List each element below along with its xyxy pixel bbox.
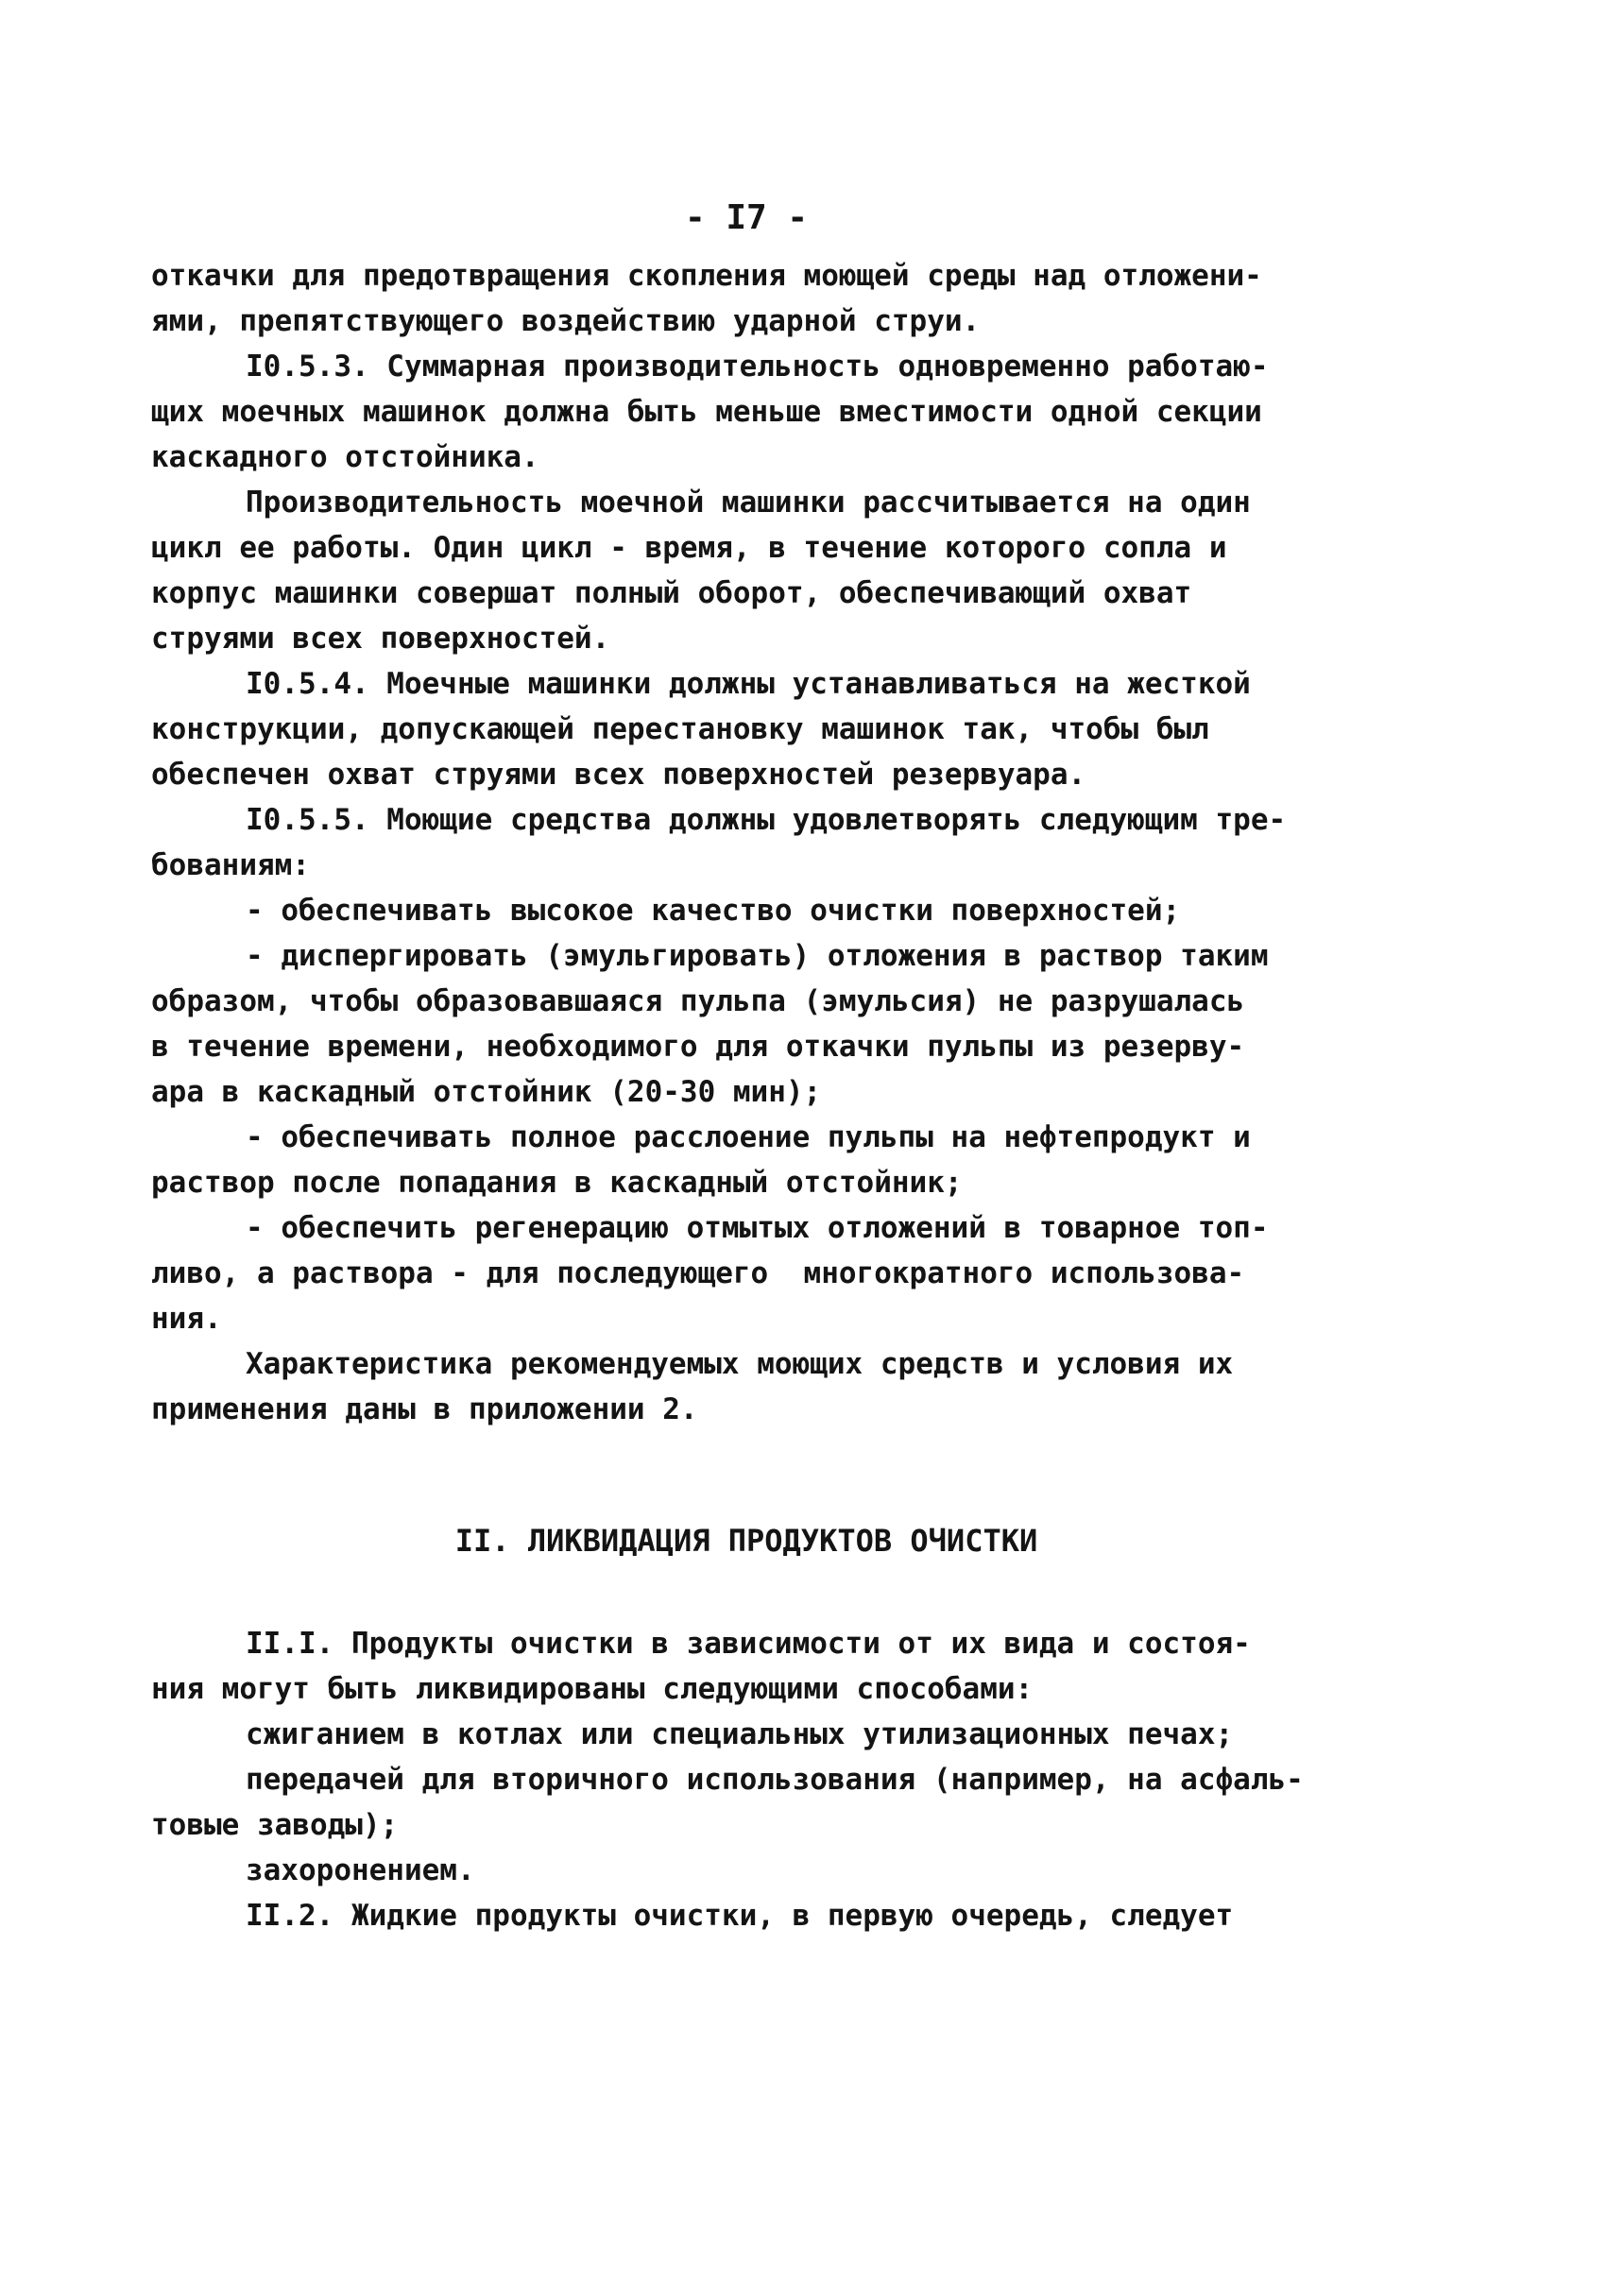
text-block-section-10 xyxy=(151,253,1342,1432)
section-heading: II. ЛИКВИДАЦИЯ ПРОДУКТОВ ОЧИСТКИ xyxy=(454,1523,1038,1559)
page-number: - I7 - xyxy=(684,198,809,237)
text-line: ями, препятствующего воздействию ударной струи. xyxy=(151,304,981,338)
text-line: ливо, а раствора - для последующего многократного использова- xyxy=(151,1256,1245,1290)
text-line: корпус машинки совершат полный оборот, обеспечивающий охват xyxy=(151,576,1192,610)
text-line: ния могут быть ликвидированы следующими способами: xyxy=(151,1672,1034,1706)
text-line: Характеристика рекомендуемых моющих средств и условия их xyxy=(246,1347,1234,1381)
text-line: сжиганием в котлах или специальных утилизационных печах; xyxy=(246,1717,1234,1751)
text-line: каскадного отстойника. xyxy=(151,440,539,474)
text-line: захоронением. xyxy=(246,1853,475,1887)
text-line: - обеспечить регенерацию отмытых отложений в товарное топ- xyxy=(246,1211,1269,1245)
text-line: обеспечен охват струями всех поверхностей резервуара. xyxy=(151,758,1086,792)
text-line: передачей для вторичного использования (например, на асфаль- xyxy=(246,1763,1304,1797)
text-line: откачки для предотвращения скопления моющей среды над отложени- xyxy=(151,259,1262,293)
text-line: щих моечных машинок должна быть меньше вместимости одной секции xyxy=(151,395,1262,429)
text-line: I0.5.4. Моечные машинки должны устанавливаться на жесткой xyxy=(246,667,1251,701)
text-line: струями всех поверхностей. xyxy=(151,622,610,656)
text-line: образом, чтобы образовавшаяся пульпа (эмульсия) не разрушалась xyxy=(151,984,1245,1018)
text-line: II.I. Продукты очистки в зависимости от их вида и состоя- xyxy=(246,1627,1251,1661)
text-line: в течение времени, необходимого для откачки пульпы из резерву- xyxy=(151,1030,1245,1064)
text-line: цикл ее работы. Один цикл - время, в течение которого сопла и xyxy=(151,531,1227,565)
text-line: I0.5.3. Суммарная производительность одновременно работаю- xyxy=(246,350,1269,384)
text-block-section-11 xyxy=(151,1621,1398,1938)
text-line: конструкции, допускающей перестановку машинок так, чтобы был xyxy=(151,712,1209,746)
text-line: - обеспечивать полное расслоение пульпы на нефтепродукт и xyxy=(246,1120,1251,1154)
text-line: ния. xyxy=(151,1302,222,1336)
text-line: I0.5.5. Моющие средства должны удовлетворять следующим тре- xyxy=(246,803,1287,837)
text-line: бованиям: xyxy=(151,848,310,882)
text-line: - обеспечивать высокое качество очистки поверхностей; xyxy=(246,894,1181,928)
text-line: ара в каскадный отстойник (20-30 мин); xyxy=(151,1075,822,1109)
text-line: товые заводы); xyxy=(151,1808,399,1842)
text-line: Производительность моечной машинки рассчитывается на один xyxy=(246,486,1251,520)
text-line: раствор после попадания в каскадный отстойник; xyxy=(151,1166,963,1200)
text-line: применения даны в приложении 2. xyxy=(151,1392,698,1426)
text-line: - диспергировать (эмульгировать) отложения в раствор таким xyxy=(246,939,1269,973)
text-line: II.2. Жидкие продукты очистки, в первую очередь, следует xyxy=(246,1899,1234,1933)
